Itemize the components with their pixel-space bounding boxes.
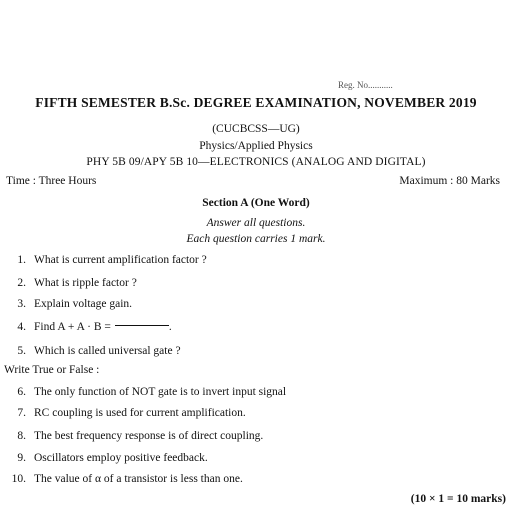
scheme-label: (CUCBCSS—UG)	[212, 123, 300, 135]
marks-note: (10 × 1 = 10 marks)	[410, 493, 506, 505]
question-item	[10, 345, 181, 357]
question-number: 9.	[17, 452, 26, 464]
instruction-marks: Each question carries 1 mark.	[186, 233, 326, 245]
question-number: 8.	[17, 430, 26, 442]
question-text: Which is called universal gate ?	[34, 345, 181, 357]
question-item	[10, 277, 137, 289]
exam-title: FIFTH SEMESTER B.Sc. DEGREE EXAMINATION, NOVEMBER 2019	[35, 95, 477, 110]
question-number: 1.	[17, 254, 26, 266]
true-false-item	[10, 407, 246, 419]
question-item: 4. Find A + A · B = .	[10, 321, 172, 333]
instruction-answer-all: Answer all questions.	[206, 217, 306, 229]
question-text: Oscillators employ positive feedback.	[34, 452, 208, 464]
question-text: Explain voltage gain.	[34, 298, 133, 310]
answer-blank	[115, 325, 169, 326]
question-number: 4.	[17, 321, 26, 333]
question-text: What is ripple factor ?	[34, 277, 137, 289]
question-text: What is current amplification factor ?	[34, 254, 207, 266]
question-number: 10.	[11, 473, 26, 485]
true-false-item	[10, 473, 243, 485]
time-label: Time : Three Hours	[6, 175, 97, 187]
question-number: 7.	[17, 407, 26, 419]
register-number: Reg. No...........	[338, 80, 393, 90]
section-title: Section A (One Word)	[202, 197, 310, 209]
paper-title: PHY 5B 09/APY 5B 10—ELECTRONICS (ANALOG AND DIGITAL)	[86, 156, 426, 168]
question-text: RC coupling is used for current amplification.	[34, 407, 246, 419]
subject-label: Physics/Applied Physics	[199, 140, 313, 152]
question-number: 2.	[17, 277, 26, 289]
true-false-item	[10, 386, 286, 398]
question-number: 5.	[17, 345, 26, 357]
question-number: 3.	[17, 298, 26, 310]
maximum-marks: Maximum : 80 Marks	[399, 175, 500, 187]
question-item	[10, 298, 132, 310]
write-true-false-label: Write True or False :	[4, 364, 100, 376]
question-text: The only function of NOT gate is to invert input signal	[34, 386, 287, 398]
question-text: The value of α of a transistor is less than one.	[34, 473, 243, 485]
question-number: 6.	[17, 386, 26, 398]
question-text: The best frequency response is of direct coupling.	[34, 430, 264, 442]
true-false-item	[10, 430, 263, 442]
question-text: Find A + A · B =	[34, 321, 111, 333]
true-false-item	[10, 452, 208, 464]
question-item	[10, 254, 207, 266]
